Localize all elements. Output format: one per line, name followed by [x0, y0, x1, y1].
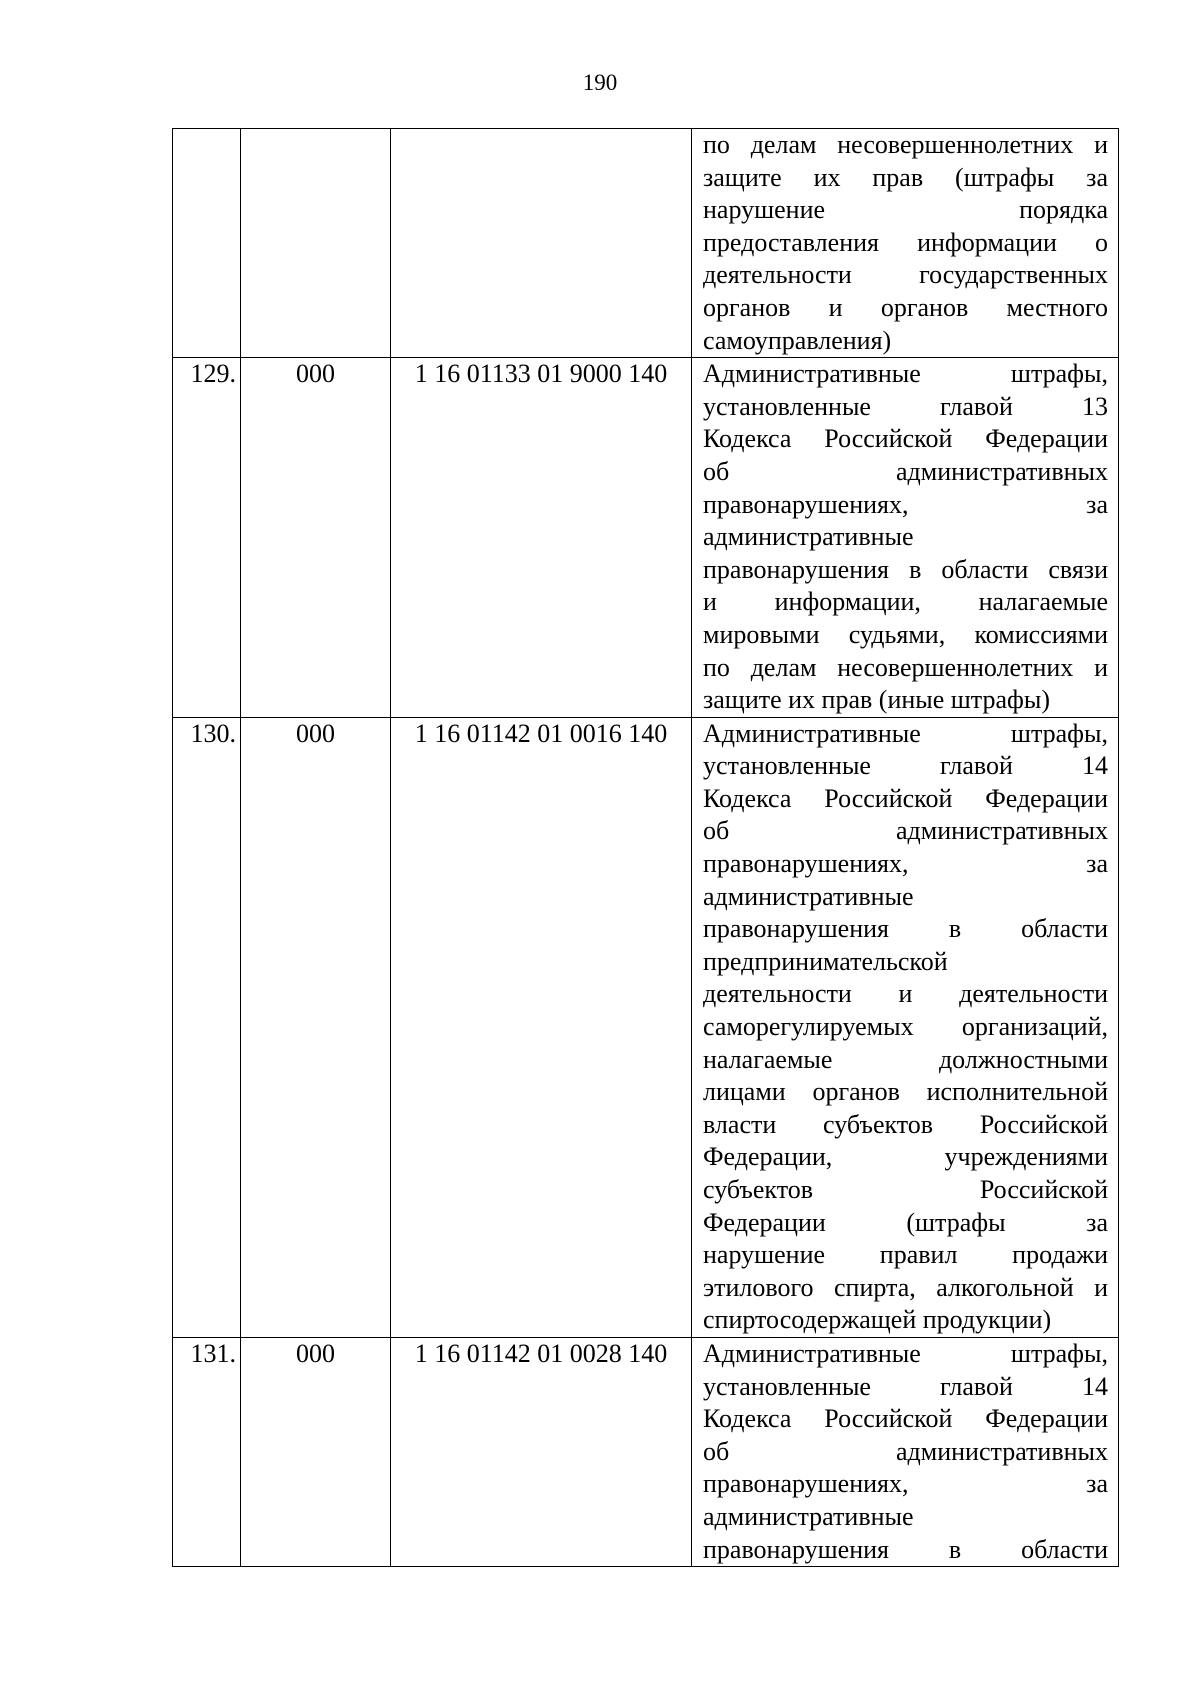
- description-line: административные: [703, 1501, 914, 1531]
- description-line: правонарушениях, за: [703, 489, 1108, 519]
- description-line: органов и органов местного: [703, 292, 1108, 322]
- description-line: налагаемые должностными: [703, 1044, 1108, 1074]
- description-line: Кодекса Российской Федерации: [703, 424, 1108, 454]
- description-line: защите их прав (штрафы за: [703, 162, 1108, 192]
- table-row: [173, 717, 1119, 1337]
- description-line: Административные штрафы,: [703, 1338, 1108, 1368]
- description-line: нарушение порядка: [703, 195, 1108, 225]
- description-line: Административные штрафы,: [703, 359, 1108, 389]
- description-line: Кодекса Российской Федерации: [703, 1404, 1108, 1434]
- description-line: Федерации, учреждениями: [703, 1142, 1108, 1172]
- description-line: лицами органов исполнительной: [703, 1077, 1108, 1107]
- description-line: административные: [703, 881, 914, 911]
- description-line: правонарушениях, за: [703, 849, 1108, 879]
- admin-code-cell: 000: [241, 717, 391, 1337]
- description-line: установленные главой 13: [703, 391, 1108, 421]
- description-line: самоуправления): [703, 325, 892, 355]
- description-line: Федерации (штрафы за: [703, 1207, 1108, 1237]
- description-line: Административные штрафы,: [703, 718, 1108, 748]
- description-line: правонарушения в области: [703, 1534, 1108, 1564]
- description-line: власти субъектов Российской: [703, 1109, 1108, 1139]
- admin-code-cell: [241, 129, 391, 358]
- description-line: предоставления информации о: [703, 227, 1108, 257]
- budget-code-cell: 1 16 01142 01 0028 140: [391, 1337, 692, 1566]
- description-cell: [692, 717, 1119, 1337]
- description-line: деятельности государственных: [703, 260, 1108, 290]
- description-line: правонарушениях, за: [703, 1469, 1108, 1499]
- description-line: предпринимательской: [703, 946, 948, 976]
- admin-code-cell: 000: [241, 358, 391, 718]
- row-number-cell: 130.: [173, 717, 241, 1337]
- description-line: правонарушения в области связи: [703, 554, 1108, 584]
- row-number-cell: 131.: [173, 1337, 241, 1566]
- description-line: об административных: [703, 1436, 1108, 1466]
- description-line: этилового спирта, алкогольной и: [703, 1272, 1108, 1302]
- description-line: нарушение правил продажи: [703, 1240, 1108, 1270]
- description-line: установленные главой 14: [703, 1371, 1108, 1401]
- budget-code-cell: 1 16 01142 01 0016 140: [391, 717, 692, 1337]
- row-number-cell: [173, 129, 241, 358]
- table-body: [173, 129, 1119, 1567]
- table-row: [173, 129, 1119, 358]
- table-row: [173, 1337, 1119, 1566]
- description-line: и информации, налагаемые: [703, 587, 1108, 617]
- description-cell: [692, 358, 1119, 718]
- description-line: спиртосодержащей продукции): [703, 1305, 1052, 1335]
- admin-code-cell: 000: [241, 1337, 391, 1566]
- table-row: [173, 358, 1119, 718]
- description-line: защите их прав (иные штрафы): [703, 685, 1051, 715]
- description-cell: [692, 1337, 1119, 1566]
- description-line: по делам несовершеннолетних и: [703, 130, 1108, 159]
- description-cell: [692, 129, 1119, 358]
- description-line: субъектов Российской: [703, 1175, 1108, 1204]
- description-line: установленные главой 14: [703, 751, 1108, 781]
- description-line: административные: [703, 522, 914, 552]
- description-line: деятельности и деятельности: [703, 979, 1108, 1009]
- description-line: об административных: [703, 456, 1108, 486]
- row-number-cell: 129.: [173, 358, 241, 718]
- description-line: мировыми судьями, комиссиями: [703, 619, 1108, 649]
- page-number: 190: [582, 70, 618, 95]
- budget-code-cell: 1 16 01133 01 9000 140: [391, 358, 692, 718]
- description-line: Кодекса Российской Федерации: [703, 783, 1108, 813]
- description-line: об административных: [703, 816, 1108, 846]
- description-line: правонарушения в области: [703, 914, 1108, 944]
- budget-code-cell: [391, 129, 692, 358]
- description-line: по делам несовершеннолетних и: [703, 652, 1108, 682]
- budget-codes-table: [172, 128, 1119, 1567]
- description-line: саморегулируемых организаций,: [703, 1012, 1108, 1042]
